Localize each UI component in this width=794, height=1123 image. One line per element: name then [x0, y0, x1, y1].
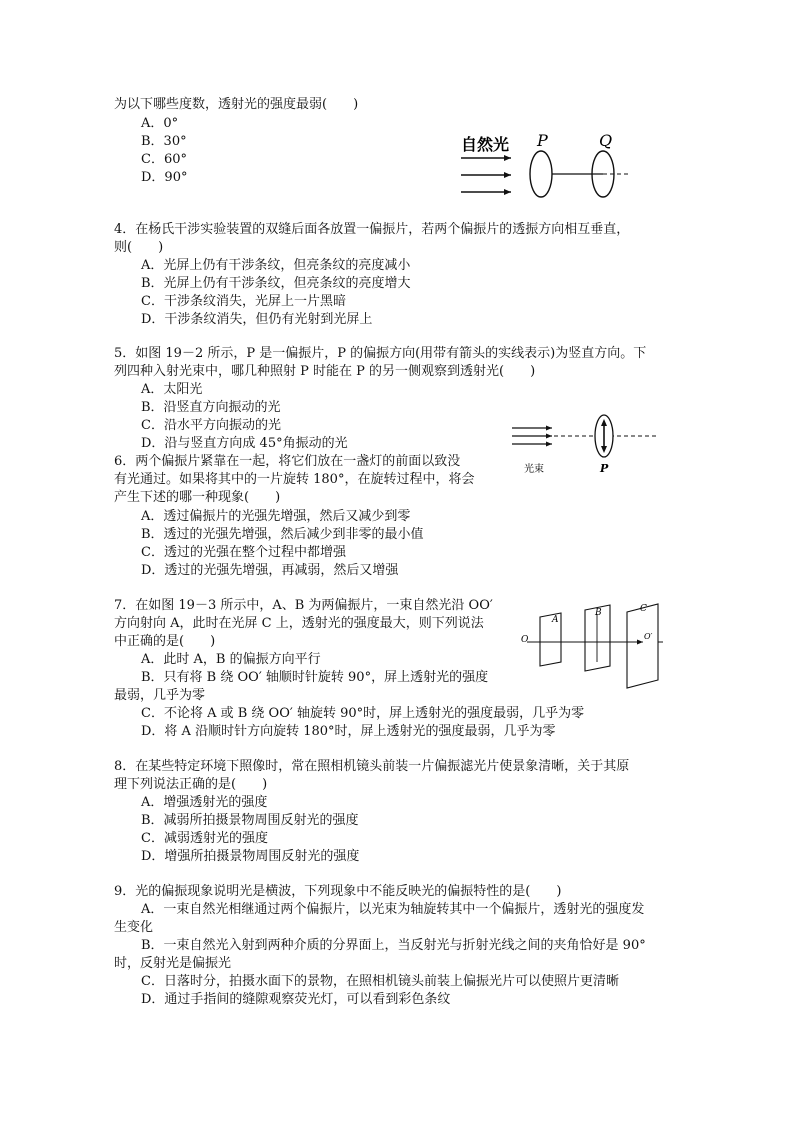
polarizer-p	[530, 151, 552, 197]
q4-stem-line-2: 则( )	[114, 240, 164, 255]
p-label: P	[600, 462, 609, 475]
q3-polarizer-figure	[455, 128, 635, 200]
q9-option-d: D．通过手指间的缝隙观察荧光灯，可以看到彩色条纹	[141, 992, 451, 1007]
q3-stem-tail: 为以下哪些度数，透射光的强度最弱( )	[114, 97, 359, 112]
q-label: Q	[599, 131, 613, 150]
q4-option-d: D．干涉条纹消失，但仍有光射到光屏上	[141, 312, 373, 327]
b-label: B	[595, 608, 602, 618]
q7-option-b-line-2: 最弱，几乎为零	[114, 688, 206, 703]
q8-option-d: D．增强所拍摄景物周围反射光的强度	[141, 849, 360, 864]
q5-option-c: C．沿水平方向振动的光	[141, 418, 281, 433]
q9-option-b-line-1: B．一束自然光入射到两种介质的分界面上，当反射光与折射光线之间的夹角恰好是 90°	[141, 938, 646, 953]
q6-option-a: A．透过偏振片的光强先增强，然后又减少到零	[141, 509, 411, 524]
q7-option-c: C．不论将 A 或 B 绕 OO′ 轴旋转 90°时，屏上透射光的强度最弱，几乎为零	[141, 706, 585, 721]
q6-stem-line-2: 有光通过。如果将其中的一片旋转 180°，在旋转过程中，将会	[114, 472, 475, 487]
p-label: P	[537, 131, 548, 150]
q7-option-a: A．此时 A，B 的偏振方向平行	[141, 652, 321, 667]
a-label: A	[552, 615, 559, 625]
q7-option-d: D．将 A 沿顺时针方向旋转 180°时，屏上透射光的强度最弱，几乎为零	[141, 724, 556, 739]
q8-option-a: A．增强透射光的强度	[141, 795, 268, 810]
q5-option-b: B．沿竖直方向振动的光	[141, 400, 281, 415]
q5-option-a: A．太阳光	[141, 382, 203, 397]
q5-stem-line-2: 列四种入射光束中，哪几种照射 P 时能在 P 的另一侧观察到透射光( )	[114, 364, 536, 379]
q7-stem-line-1: 7．在如图 19－3 所示中，A、B 为两偏振片，一束自然光沿 OO′	[114, 598, 493, 613]
q3-option-c: C．60°	[141, 152, 187, 167]
c-label: C	[640, 604, 647, 614]
o-label: O	[521, 635, 529, 645]
beam-label: 光束	[524, 464, 544, 475]
q8-option-c: C．减弱透射光的强度	[141, 831, 268, 846]
q4-stem-line-1: 4．在杨氏干涉实验装置的双缝后面各放置一偏振片，若两个偏振片的透振方向相互垂直，	[114, 222, 630, 237]
q9-option-a-line-1: A．一束自然光相继通过两个偏振片，以光束为轴旋转其中一个偏振片，透射光的强度发	[141, 902, 645, 917]
screen-c	[627, 604, 658, 688]
q3-option-b: B．30°	[141, 134, 187, 149]
q7-option-b-line-1: B．只有将 B 绕 OO′ 轴顺时针旋转 90°，屏上透射光的强度	[141, 670, 489, 685]
q9-option-c: C．日落时分，拍摄水面下的景物，在照相机镜头前装上偏振光片可以使照片更清晰	[141, 974, 619, 989]
q9-option-b-line-2: 时，反射光是偏振光	[114, 956, 232, 971]
q5-option-d: D．沿与竖直方向成 45°角振动的光	[141, 436, 348, 451]
q6-stem-line-3: 产生下述的哪一种现象( )	[114, 490, 281, 505]
q5-polarizer-figure	[510, 412, 660, 478]
o-prime-label: O′	[644, 632, 653, 641]
q9-option-a-line-2: 生变化	[114, 920, 154, 935]
q7-polarizer-figure	[515, 600, 665, 692]
natural-light-label: 自然光	[461, 135, 510, 154]
q9-stem: 9．光的偏振现象说明光是横波，下列现象中不能反映光的偏振特性的是( )	[114, 884, 562, 899]
q7-stem-line-2: 方向射向 A，此时在光屏 C 上，透射光的强度最大，则下列说法	[114, 616, 484, 631]
q8-stem-line-1: 8．在某些特定环境下照像时，常在照相机镜头前装一片偏振滤光片使景象清晰，关于其原	[114, 759, 630, 774]
q8-stem-line-2: 理下列说法正确的是( )	[114, 777, 268, 792]
q6-option-d: D．透过的光强先增强，再减弱，然后又增强	[141, 563, 399, 578]
q8-option-b: B．减弱所拍摄景物周围反射光的强度	[141, 813, 359, 828]
q4-option-b: B．光屏上仍有干涉条纹，但亮条纹的亮度增大	[141, 276, 411, 291]
q7-stem-line-3: 中正确的是( )	[114, 634, 216, 649]
q6-option-b: B．透过的光强先增强，然后减少到非零的最小值	[141, 527, 424, 542]
q3-option-d: D．90°	[141, 170, 188, 185]
q4-option-a: A．光屏上仍有干涉条纹，但亮条纹的亮度减小	[141, 258, 411, 273]
q4-option-c: C．干涉条纹消失，光屏上一片黑暗	[141, 294, 346, 309]
q6-option-c: C．透过的光强在整个过程中都增强	[141, 545, 346, 560]
q5-stem-line-1: 5．如图 19－2 所示，P 是一偏振片，P 的偏振方向(用带有箭头的实线表示)为竖直方向。下	[114, 346, 647, 361]
q6-stem-line-1: 6．两个偏振片紧靠在一起，将它们放在一盏灯的前面以致没	[114, 454, 461, 469]
q3-option-a: A．0°	[141, 116, 179, 131]
